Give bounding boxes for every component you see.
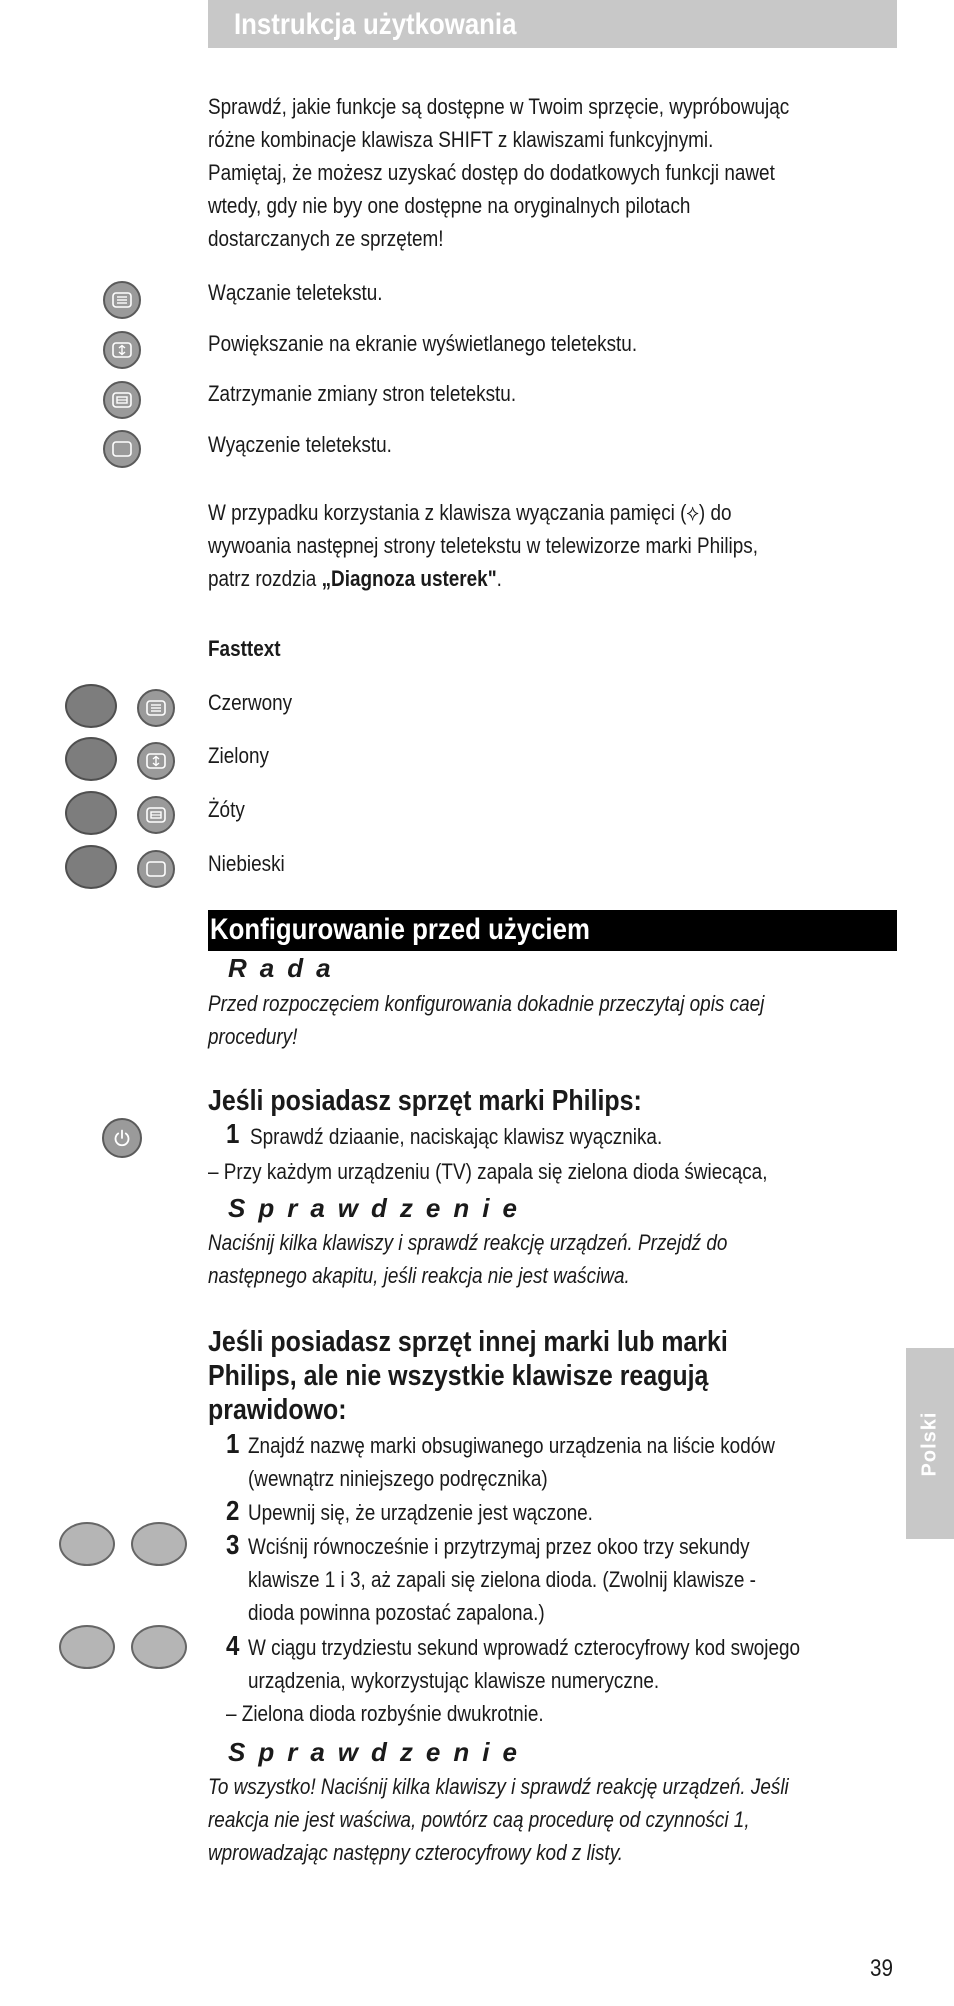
step-number: 4: [226, 1630, 240, 1661]
memory-note-line: [208, 562, 758, 595]
step-number: 3: [226, 1529, 240, 1560]
step-number: 1: [226, 1118, 240, 1149]
step-line: (wewnątrz niniejszego podręcznika): [248, 1466, 548, 1491]
yellow-button: [65, 791, 117, 835]
teletext-hold-label: Zatrzymanie zmiany stron teletekstu.: [208, 381, 517, 406]
intro-line: Sprawdź, jakie funkcje są dostępne w Twoim sprzęcie, wypróbowując: [208, 94, 790, 119]
config-title: Konfigurowanie przed użyciem: [210, 913, 590, 946]
heading-line: Jeśli posiadasz sprzęt innej marki lub marki: [208, 1326, 728, 1358]
teletext-off-icon: [103, 430, 141, 468]
check-line: To wszystko! Naciśnij kilka klawiszy i sprawdź reakcję urządzeń. Jeśli: [208, 1774, 789, 1799]
teletext-on-icon: [137, 689, 175, 727]
teletext-on-label: Wączanie teletekstu.: [208, 280, 383, 305]
power-icon: [102, 1118, 142, 1158]
philips-heading: Jeśli posiadasz sprzęt marki Philips:: [208, 1085, 642, 1117]
number-key-1: [59, 1522, 115, 1566]
other-step-3: [248, 1530, 756, 1629]
intro-line: różne kombinacje klawisza SHIFT z klawiszami funkcyjnymi.: [208, 127, 714, 152]
step-line: Znajdź nazwę marki obsugiwanego urządzenia na liście kodów: [248, 1433, 775, 1458]
other-step-4: [248, 1631, 800, 1697]
step-line: Wciśnij równocześnie i przytrzymaj przez okoo trzy sekundy: [248, 1534, 750, 1559]
check-line: wprowadzając następny czterocyfrowy kod z listy.: [208, 1840, 624, 1865]
number-key-3: [131, 1522, 187, 1566]
number-key: [59, 1625, 115, 1669]
step-line: klawisze 1 i 3, aż zapali się zielona dioda. (Zwolnij klawisze -: [248, 1567, 756, 1592]
teletext-hold-icon: [103, 381, 141, 419]
language-tab: [906, 1348, 954, 1539]
blue-button: [65, 845, 117, 889]
diagnoza-link: „Diagnoza usterek": [321, 566, 497, 591]
memory-note-suffix: .: [496, 566, 502, 591]
fasttext-title: Fasttext: [208, 636, 281, 661]
number-key: [131, 1625, 187, 1669]
fasttext-green-label: Zielony: [208, 743, 269, 768]
step-number: 1: [226, 1428, 240, 1459]
philips-step-1: Sprawdź dziaanie, naciskając klawisz wyącznika.: [250, 1124, 663, 1149]
philips-check-text: [208, 1226, 727, 1292]
page-number: 39: [870, 1955, 893, 1982]
step-number: 2: [226, 1495, 240, 1526]
step-line: dioda powinna pozostać zapalona.): [248, 1600, 545, 1625]
other-step-2: Upewnij się, że urządzenie jest wączone.: [248, 1500, 593, 1525]
memory-note-prefix: patrz rozdzia: [208, 566, 322, 591]
teletext-hold-icon: [137, 796, 175, 834]
philips-step-1-note: – Przy każdym urządzeniu (TV) zapala się zielona dioda świecąca,: [208, 1159, 768, 1184]
page-header: [208, 0, 897, 48]
teletext-off-label: Wyączenie teletekstu.: [208, 432, 392, 457]
check-line: Naciśnij kilka klawiszy i sprawdź reakcję urządzeń. Przejdź do: [208, 1230, 728, 1255]
step-line: W ciągu trzydziestu sekund wprowadź czterocyfrowy kod swojego: [248, 1635, 801, 1660]
tip-label: Rada: [228, 953, 344, 983]
language-tab-label: Polski: [918, 1411, 941, 1476]
memory-note: [208, 496, 758, 595]
fasttext-yellow-label: Żóty: [208, 797, 245, 822]
intro-line: wtedy, gdy nie byy one dostępne na oryginalnych pilotach: [208, 193, 691, 218]
check-label: Sprawdzenie: [228, 1193, 530, 1223]
fasttext-blue-label: Niebieski: [208, 851, 285, 876]
green-button: [65, 737, 117, 781]
fasttext-red-label: Czerwony: [208, 690, 293, 715]
tip-line: procedury!: [208, 1024, 298, 1049]
red-button: [65, 684, 117, 728]
other-step-1: [248, 1429, 775, 1495]
step-line: urządzenia, wykorzystując klawisze numeryczne.: [248, 1668, 660, 1693]
teletext-off-icon: [137, 850, 175, 888]
tip-text: [208, 987, 764, 1053]
other-step-4-note: – Zielona dioda rozbyśnie dwukrotnie.: [226, 1701, 544, 1726]
check-line: reakcja nie jest waściwa, powtórz caą procedurę od czynności 1,: [208, 1807, 750, 1832]
page-header-title: Instrukcja użytkowania: [234, 8, 517, 41]
heading-line: Philips, ale nie wszystkie klawisze reagują: [208, 1360, 709, 1392]
intro-line: Pamiętaj, że możesz uzyskać dostęp do dodatkowych funkcji nawet: [208, 160, 775, 185]
config-section-header: [208, 910, 897, 951]
other-brand-heading: [208, 1325, 728, 1427]
tip-line: Przed rozpoczęciem konfigurowania dokadnie przeczytaj opis caej: [208, 991, 765, 1016]
heading-line: prawidowo:: [208, 1394, 347, 1426]
check-label: Sprawdzenie: [228, 1737, 530, 1767]
intro-line: dostarczanych ze sprzętem!: [208, 226, 444, 251]
teletext-enlarge-icon: [103, 331, 141, 369]
memory-note-line: W przypadku korzystania z klawisza wyączania pamięci (⟡) do: [208, 500, 732, 525]
teletext-on-icon: [103, 281, 141, 319]
other-check-text: [208, 1770, 789, 1869]
teletext-enlarge-icon: [137, 742, 175, 780]
teletext-enlarge-label: Powiększanie na ekranie wyświetlanego teletekstu.: [208, 331, 638, 356]
intro-paragraph: [208, 90, 789, 255]
memory-note-line: wywoania następnej strony teletekstu w telewizorze marki Philips,: [208, 533, 758, 558]
check-line: następnego akapitu, jeśli reakcja nie jest waściwa.: [208, 1263, 630, 1288]
